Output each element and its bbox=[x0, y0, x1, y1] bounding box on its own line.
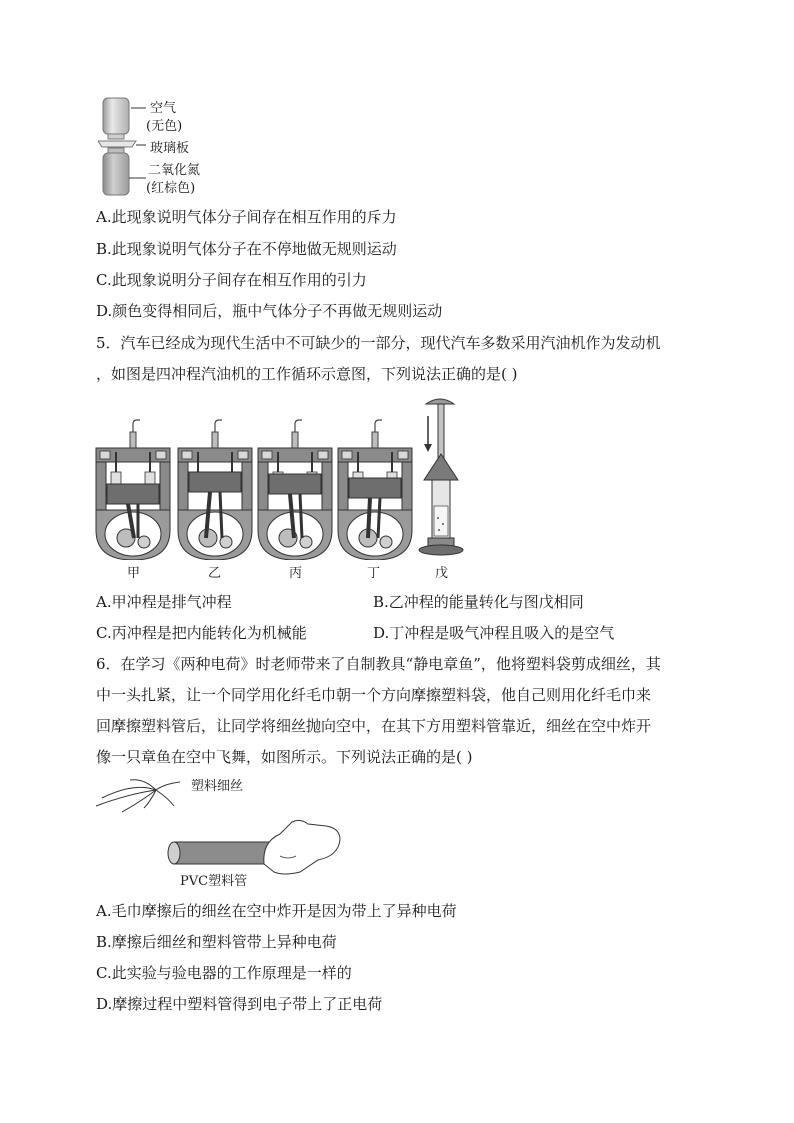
engine-strokes-figure bbox=[94, 394, 474, 560]
q5-option-b: B.乙冲程的能量转化与图戊相同 bbox=[373, 593, 584, 611]
plastic-strings-label: 塑料细丝 bbox=[191, 779, 244, 794]
q6-option-b: B.摩擦后细丝和塑料管带上异种电荷 bbox=[96, 933, 337, 951]
q5-option-c: C.丙冲程是把内能转化为机械能 bbox=[96, 624, 307, 642]
engine-caption-bing: 丙 bbox=[289, 566, 303, 581]
q4-option-c: C.此现象说明分子间存在相互作用的引力 bbox=[96, 271, 367, 289]
q6-option-c: C.此实验与验电器的工作原理是一样的 bbox=[96, 964, 352, 982]
q5-stem-line-1: 5．汽车已经成为现代生活中不可缺少的一部分，现代汽车多数采用汽油机作为发动机 bbox=[96, 334, 661, 352]
engine-caption-jia: 甲 bbox=[127, 566, 141, 581]
q6-option-a: A.毛巾摩擦后的细丝在空中炸开是因为带上了异种电荷 bbox=[96, 902, 457, 920]
glass-plate-label: 玻璃板 bbox=[150, 141, 190, 156]
engine-caption-wu: 戊 bbox=[435, 566, 449, 581]
q4-option-b: B.此现象说明气体分子在不停地做无规则运动 bbox=[96, 240, 397, 258]
q5-option-a: A.甲冲程是排气冲程 bbox=[96, 593, 232, 611]
no2-label: 二氧化氮 bbox=[148, 163, 201, 178]
air-label: 空气 bbox=[150, 101, 177, 116]
q5-stem-line-2: ，如图是四冲程汽油机的工作循环示意图，下列说法正确的是( ) bbox=[96, 365, 518, 383]
air-color-label: (无色) bbox=[146, 119, 183, 134]
q6-stem-line-2: 中一头扎紧，让一个同学用化纤毛巾朝一个方向摩擦塑料袋，他自己则用化纤毛巾来 bbox=[96, 686, 652, 704]
q6-stem-line-4: 像一只章鱼在空中飞舞，如图所示。下列说法正确的是( ) bbox=[96, 748, 473, 766]
q4-option-d: D.颜色变得相同后，瓶中气体分子不再做无规则运动 bbox=[96, 302, 443, 320]
q5-option-d: D.丁冲程是吸气冲程且吸入的是空气 bbox=[373, 624, 615, 642]
engine-caption-yi: 乙 bbox=[208, 566, 222, 581]
q6-option-d: D.摩擦过程中塑料管得到电子带上了正电荷 bbox=[96, 995, 383, 1013]
pvc-tube-label: PVC塑料管 bbox=[180, 874, 248, 889]
engine-caption-ding: 丁 bbox=[367, 566, 381, 581]
diffusion-bottles-figure bbox=[98, 96, 148, 198]
q6-stem-line-3: 回摩擦塑料管后，让同学将细丝抛向空中，在其下方用塑料管靠近，细丝在空中炸开 bbox=[96, 717, 652, 735]
no2-color-label: (红棕色) bbox=[146, 181, 196, 196]
q6-stem-line-1: 6．在学习《两种电荷》时老师带来了自制教具“静电章鱼”，他将塑料袋剪成细丝，其 bbox=[96, 655, 661, 673]
q4-option-a: A.此现象说明气体分子间存在相互作用的斥力 bbox=[96, 208, 397, 226]
